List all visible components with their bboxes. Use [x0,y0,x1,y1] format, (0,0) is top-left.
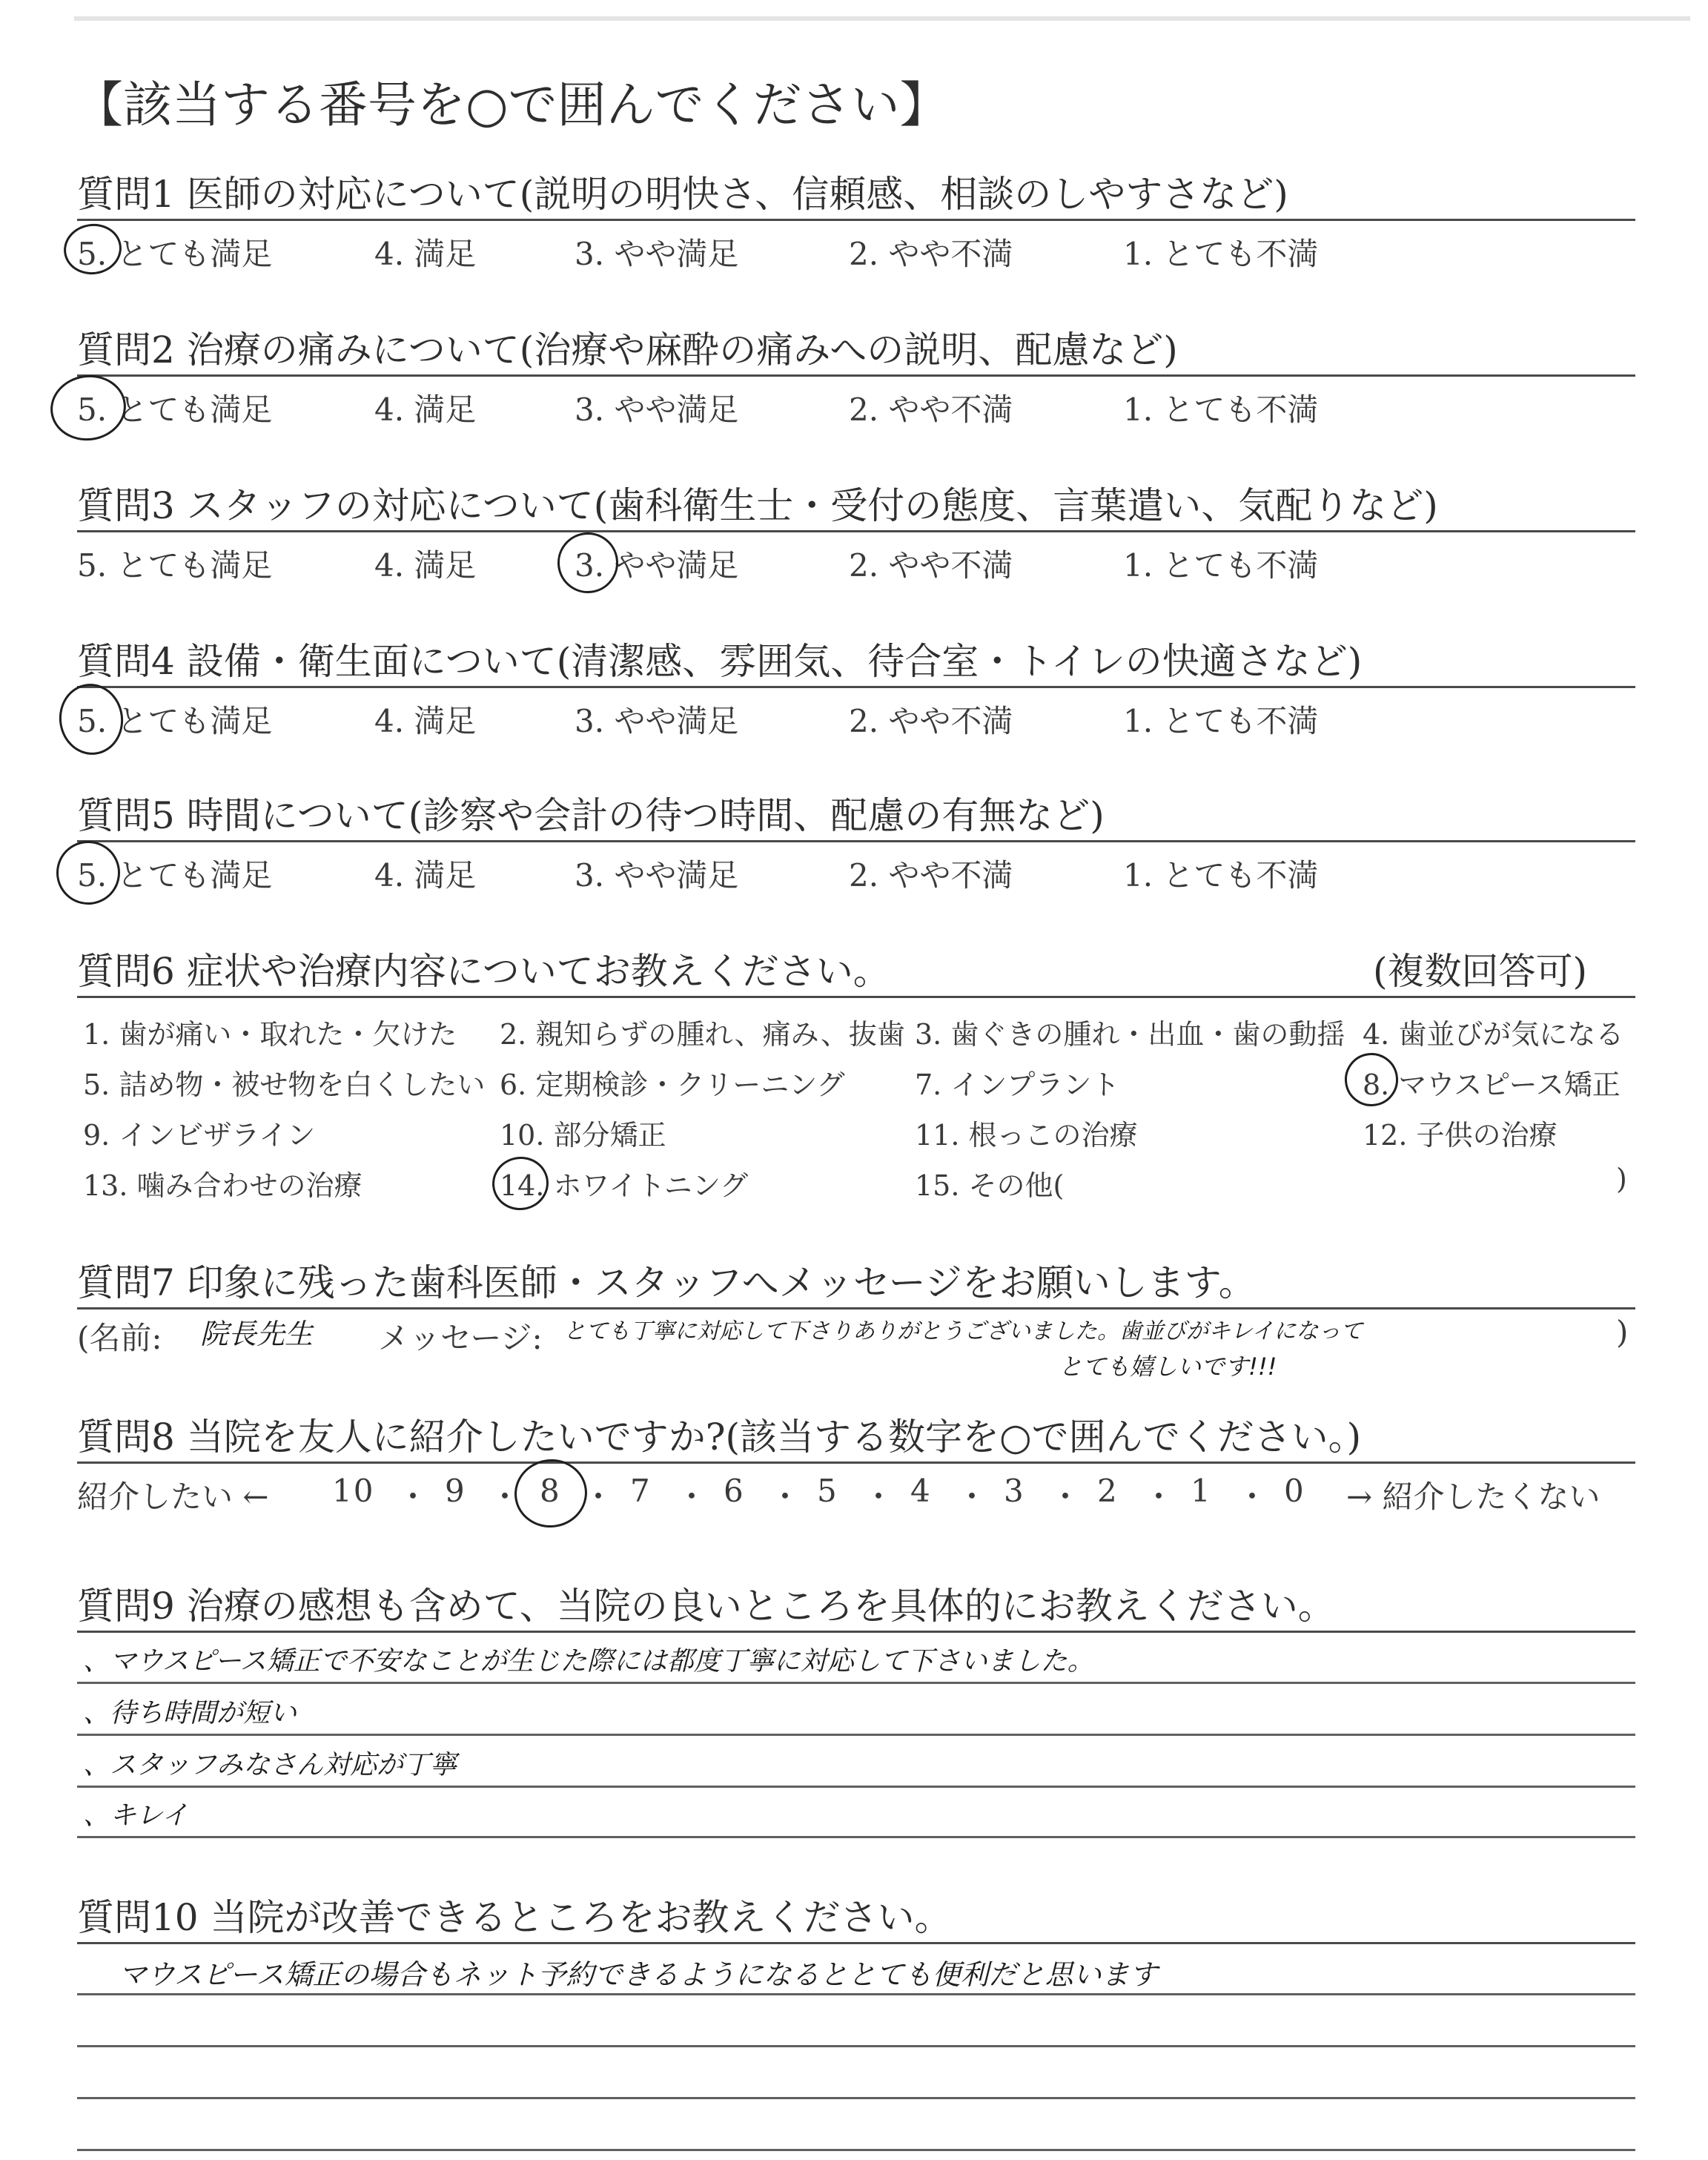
question-8-rule [77,1462,1635,1464]
q7-name-value[interactable]: 院長先生 [200,1318,314,1350]
q6-option-10[interactable]: 10. 部分矯正 [500,1119,666,1152]
q5-option-3[interactable]: 3. やや満足 [575,857,739,894]
q7-message-line-2[interactable]: とても嬉しいです!!! [1059,1353,1277,1381]
q8-dot: ・ [956,1479,988,1515]
question-4-rule [77,686,1635,688]
q4-option-1[interactable]: 1. とても不満 [1123,703,1319,739]
question-7-rule [77,1307,1635,1309]
q2-option-1[interactable]: 1. とても不満 [1123,392,1319,428]
question-6-rule [77,996,1635,998]
q8-dot: ・ [769,1479,801,1515]
question-6-label: 質問6 症状や治療内容についてお教えください。 [77,950,890,993]
q6-option-8[interactable]: 8. マウスピース矯正 [1363,1069,1621,1101]
q6-option-14[interactable]: 14. ホワイトニング [500,1169,749,1202]
question-9-rule [77,1631,1635,1633]
q8-score-2[interactable]: 2 [1097,1473,1119,1509]
q7-message-label: メッセージ: [378,1320,543,1356]
q5-option-5[interactable]: 5. とても満足 [77,857,273,894]
q4-option-2[interactable]: 2. やや不満 [849,703,1013,739]
q2-option-5[interactable]: 5. とても満足 [77,392,273,428]
q6-option-1[interactable]: 1. 歯が痛い・取れた・欠けた [83,1018,457,1051]
q8-score-7[interactable]: 7 [630,1473,652,1509]
q5-option-4[interactable]: 4. 満足 [374,857,477,894]
q5-option-1[interactable]: 1. とても不満 [1123,857,1319,894]
q6-option-3[interactable]: 3. 歯ぐきの腫れ・出血・歯の動揺 [915,1018,1345,1051]
q4-option-4[interactable]: 4. 満足 [374,703,477,739]
q8-dot: ・ [863,1479,895,1515]
question-1-rule [77,219,1635,221]
q7-message-line-1[interactable]: とても丁寧に対応して下さりありがとうございました。歯並びがキレイになって [563,1318,1363,1344]
q3-option-1[interactable]: 1. とても不満 [1123,547,1319,584]
q6-option-4[interactable]: 4. 歯並びが気になる [1363,1018,1624,1051]
question-2-rule [77,374,1635,377]
q3-option-5[interactable]: 5. とても満足 [77,547,273,584]
question-4-label: 質問4 設備・衛生面について(清潔感、雰囲気、待合室・トイレの快適さなど) [77,640,1363,683]
q6-option-7[interactable]: 7. インプラント [915,1069,1120,1101]
question-8-label: 質問8 当院を友人に紹介したいですか?(該当する数字を○で囲んでください。) [77,1416,1362,1459]
q6-option-12[interactable]: 12. 子供の治療 [1363,1119,1558,1152]
q1-option-4[interactable]: 4. 満足 [374,236,477,272]
q6-option-15-close: ) [1616,1163,1627,1195]
page-title: 【該当する番号を○で囲んでください】 [74,76,949,133]
q1-option-2[interactable]: 2. やや不満 [849,236,1013,272]
q3-option-4[interactable]: 4. 満足 [374,547,477,584]
q8-dot: ・ [583,1479,615,1515]
q3-option-2[interactable]: 2. やや不満 [849,547,1013,584]
q8-dot: ・ [489,1479,521,1515]
q5-option-2[interactable]: 2. やや不満 [849,857,1013,894]
q8-score-8[interactable]: 8 [540,1473,561,1509]
q6-option-13[interactable]: 13. 噛み合わせの治療 [83,1169,363,1202]
q3-selection-circle [554,529,623,598]
q7-name-label: (名前: [77,1320,162,1356]
q6-option-2[interactable]: 2. 親知らずの腫れ、痛み、抜歯 [500,1018,905,1051]
q5-selection-circle [52,836,124,908]
q8-dot: ・ [1143,1479,1175,1515]
q9-writing-line [77,1786,1635,1788]
q10-writing-line [77,2045,1635,2047]
q8-dot: ・ [397,1479,429,1515]
q9-answer-line-4[interactable]: 、キレイ [83,1800,188,1831]
q6-option-6[interactable]: 6. 定期検診・クリーニング [500,1069,845,1101]
q2-option-3[interactable]: 3. やや満足 [575,392,739,428]
q10-writing-line [77,1993,1635,1995]
q9-answer-line-2[interactable]: 、待ち時間が短い [83,1698,297,1728]
q2-option-4[interactable]: 4. 満足 [374,392,477,428]
q6-option-15[interactable]: 15. その他( [915,1169,1065,1202]
q9-writing-line [77,1682,1635,1684]
question-2-label: 質問2 治療の痛みについて(治療や麻酔の痛みへの説明、配慮など) [77,328,1178,371]
question-3-rule [77,530,1635,532]
q8-score-3[interactable]: 3 [1004,1473,1025,1509]
q6-option-9[interactable]: 9. インビザライン [83,1119,316,1152]
q6-option-11[interactable]: 11. 根っこの治療 [915,1119,1138,1152]
question-3-label: 質問3 スタッフの対応について(歯科衛生士・受付の態度、言葉遣い、気配りなど) [77,484,1438,527]
q1-option-3[interactable]: 3. やや満足 [575,236,739,272]
top-border [74,16,1690,21]
q8-score-4[interactable]: 4 [910,1473,932,1509]
q7-close-paren: ) [1616,1314,1629,1350]
q1-option-1[interactable]: 1. とても不満 [1123,236,1319,272]
q4-option-3[interactable]: 3. やや満足 [575,703,739,739]
q8-score-10[interactable]: 10 [332,1473,375,1509]
q8-score-9[interactable]: 9 [445,1473,466,1509]
q6-option-5[interactable]: 5. 詰め物・被せ物を白くしたい [83,1069,486,1101]
q9-writing-line [77,1734,1635,1736]
q2-option-2[interactable]: 2. やや不満 [849,392,1013,428]
q8-right-label: → 紹介したくない [1346,1479,1601,1515]
q9-writing-line [77,1836,1635,1838]
q4-selection-circle [55,679,128,759]
question-10-rule [77,1942,1635,1944]
q2-selection-circle [46,370,130,445]
q10-writing-line [77,2149,1635,2151]
q1-option-5[interactable]: 5. とても満足 [77,236,273,272]
q9-answer-line-1[interactable]: 、マウスピース矯正で不安なことが生じた際には都度丁寧に対応して下さいました。 [83,1646,1094,1677]
q8-score-1[interactable]: 1 [1191,1473,1212,1509]
q8-dot: ・ [1050,1479,1082,1515]
q8-selection-circle [510,1455,592,1533]
question-5-label: 質問5 時間について(診察や会計の待つ時間、配慮の有無など) [77,794,1105,837]
q8-score-6[interactable]: 6 [724,1473,745,1509]
question-6-note: (複数回答可) [1373,950,1588,993]
q4-option-5[interactable]: 5. とても満足 [77,703,273,739]
q3-option-3[interactable]: 3. やや満足 [575,547,739,584]
question-10-label: 質問10 当院が改善できるところをお教えください。 [77,1896,952,1939]
q8-score-0[interactable]: 0 [1284,1473,1305,1509]
q8-dot: ・ [676,1479,708,1515]
question-7-label: 質問7 印象に残った歯科医師・スタッフへメッセージをお願いします。 [77,1261,1256,1304]
question-5-rule [77,840,1635,842]
q8-dot: ・ [1237,1479,1268,1515]
question-1-label: 質問1 医師の対応について(説明の明快さ、信頼感、相談のしやすさなど) [77,173,1288,216]
q10-writing-line [77,2097,1635,2099]
q8-score-5[interactable]: 5 [817,1473,838,1509]
q9-answer-line-3[interactable]: 、スタッフみなさん対応が丁寧 [83,1750,457,1780]
q8-left-label: 紹介したい ← [77,1479,269,1515]
question-9-label: 質問9 治療の感想も含めて、当院の良いところを具体的にお教えください。 [77,1585,1335,1628]
q10-answer-line-1[interactable]: マウスピース矯正の場合もネット予約できるようになるととても便利だと思います [119,1958,1158,1991]
